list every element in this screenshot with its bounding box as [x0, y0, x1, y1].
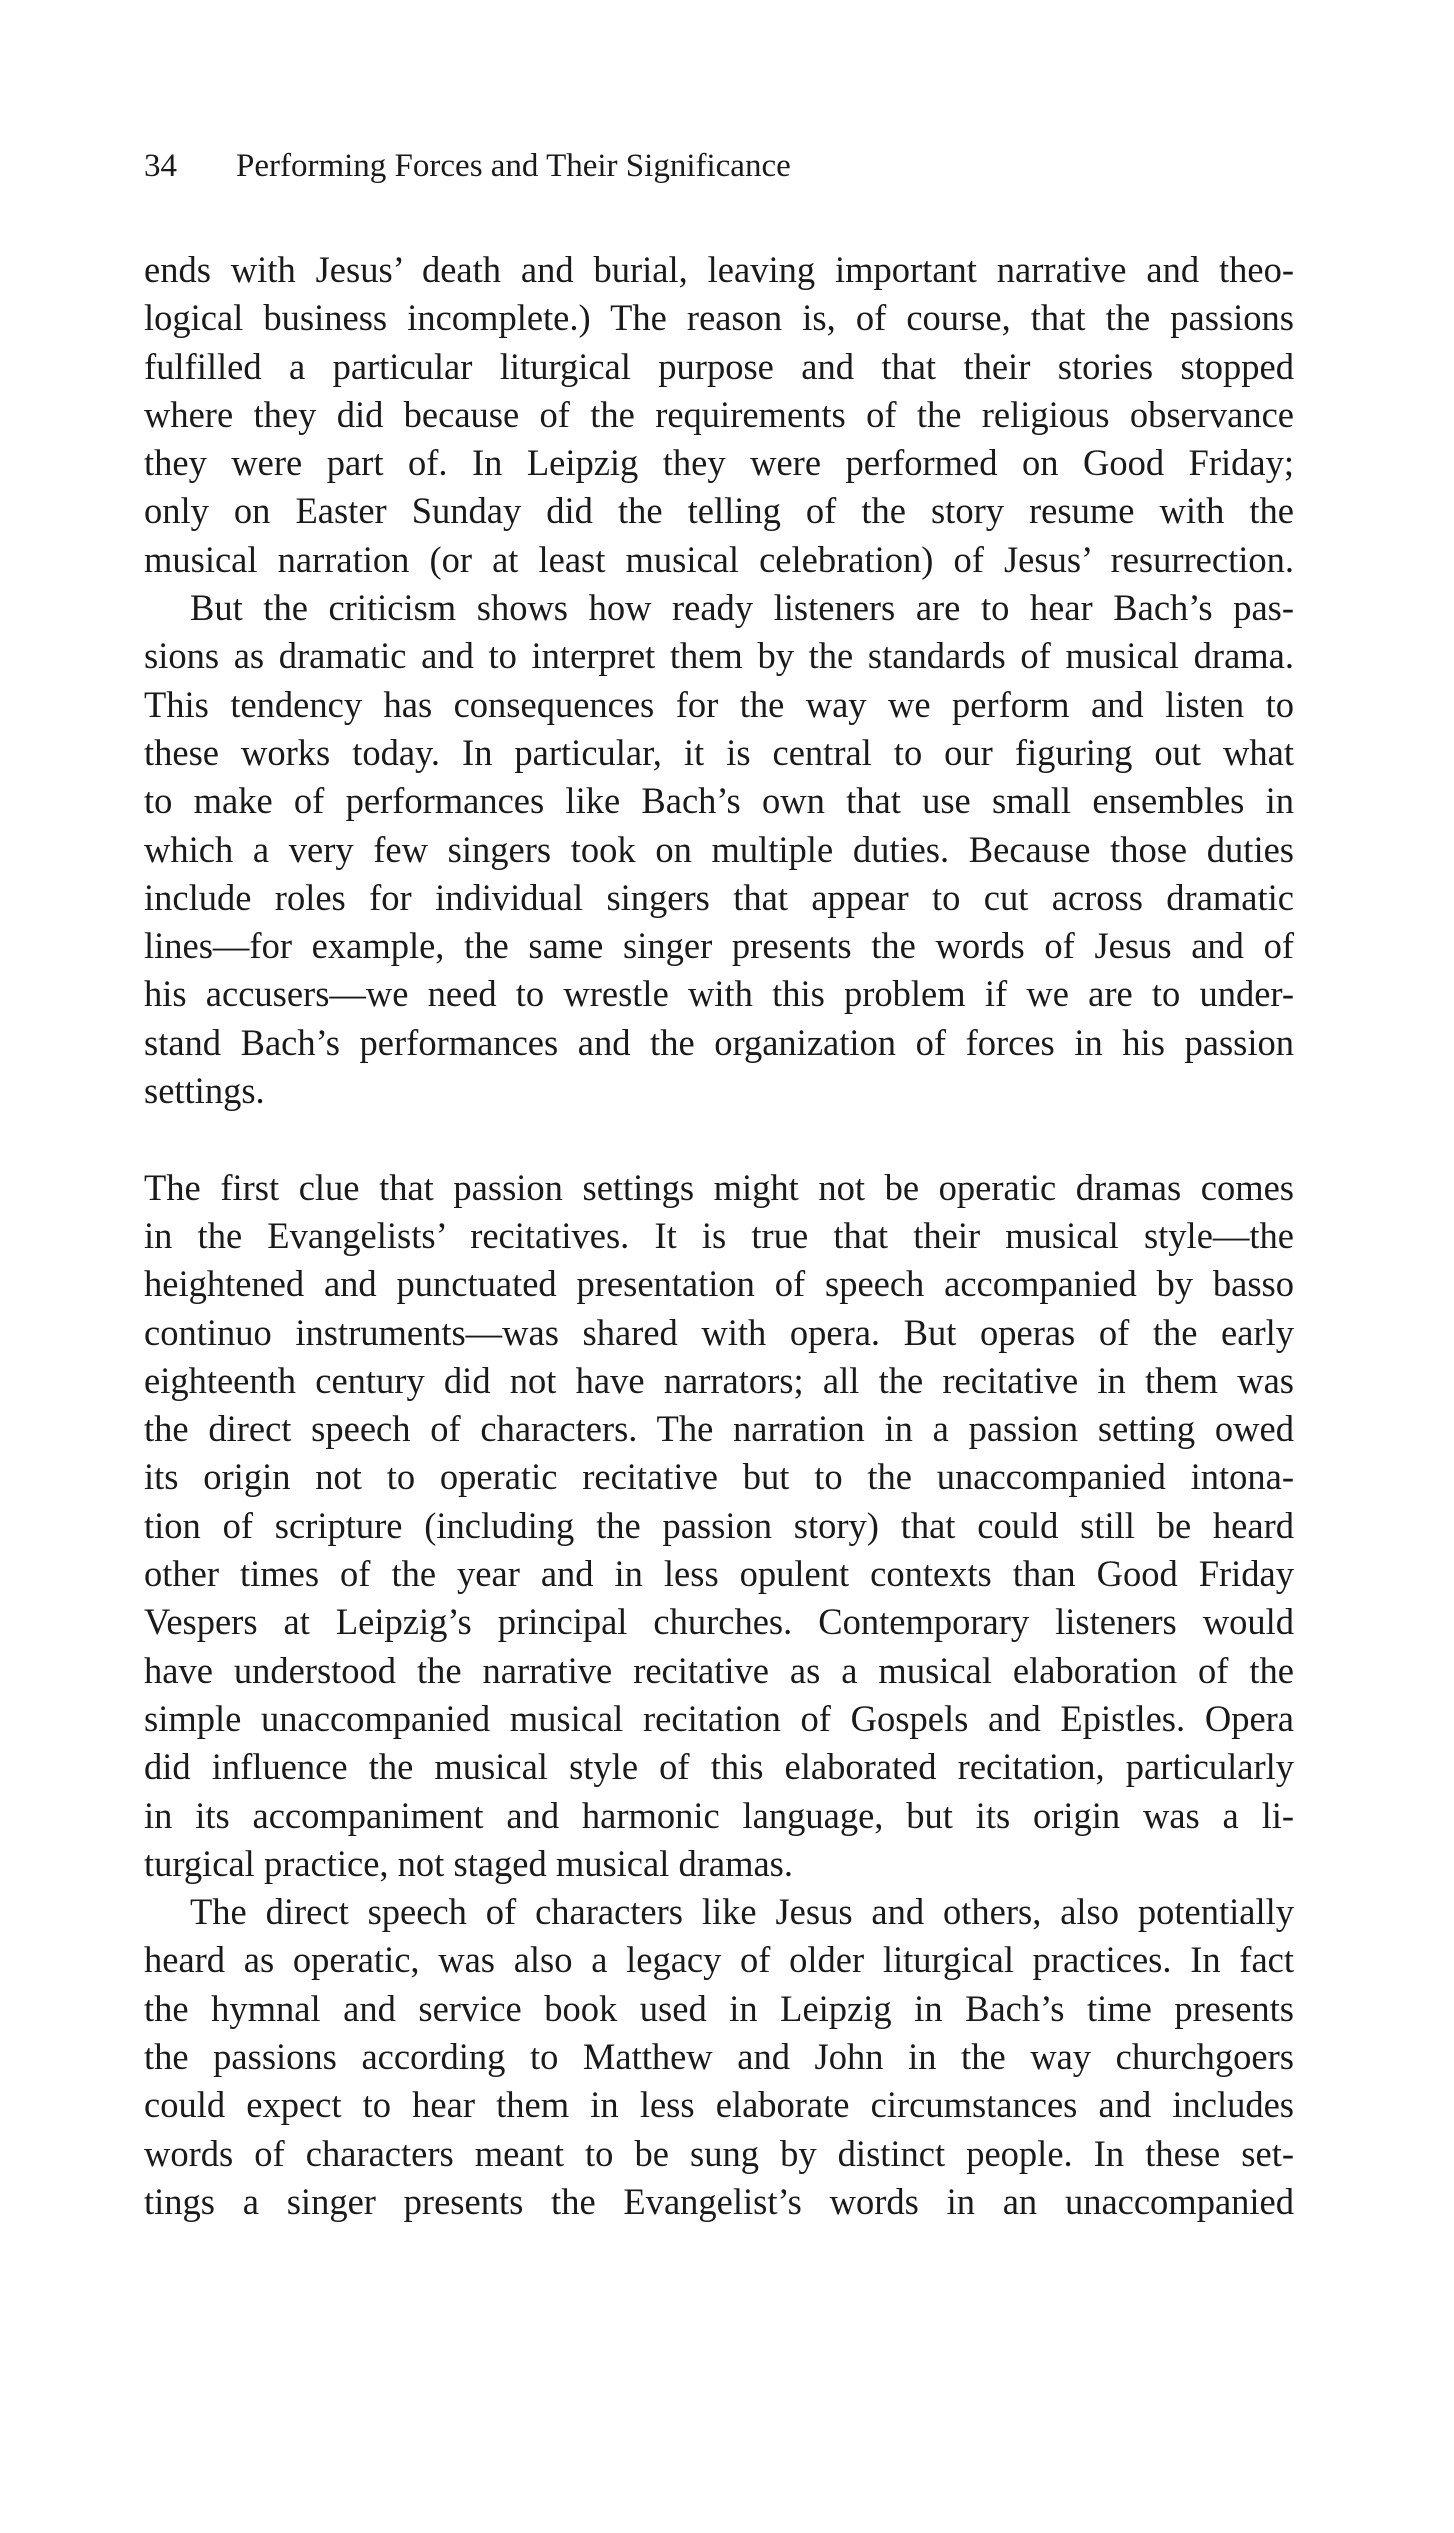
text-line: his accusers—we need to wrestle with this problem if we are to under- [144, 973, 1294, 1015]
text-line: could expect to hear them in less elaborate circumstances and includes [144, 2084, 1294, 2126]
text-line: which a very few singers took on multiple duties. Because those duties [144, 828, 1294, 870]
paragraph [144, 1888, 1294, 2226]
page-number: 34 [144, 148, 177, 184]
text-line: continuo instruments—was shared with opera. But operas of the early [144, 1311, 1294, 1353]
text-line: its origin not to operatic recitative but to the unaccompanied intona- [144, 1456, 1294, 1498]
paragraph [144, 584, 1294, 1115]
text-line: the direct speech of characters. The narration in a passion setting owed [144, 1408, 1294, 1450]
text-line: where they did because of the requirements of the religious observance [144, 393, 1294, 435]
text-line: heightened and punctuated presentation of speech accompanied by basso [144, 1263, 1294, 1305]
text-line: turgical practice, not staged musical dramas. [144, 1842, 793, 1884]
text-line: The direct speech of characters like Jesus and others, also potentially [190, 1891, 1294, 1933]
running-head [144, 146, 1294, 186]
text-line: The first clue that passion settings might not be operatic dramas comes [144, 1166, 1294, 1208]
text-line: include roles for individual singers that appear to cut across dramatic [144, 876, 1294, 918]
text-line: stand Bach’s performances and the organization of forces in his passion [144, 1021, 1294, 1063]
text-line: heard as operatic, was also a legacy of older liturgical practices. In fact [144, 1939, 1294, 1981]
paragraph [144, 246, 1294, 584]
text-line: the passions according to Matthew and John in the way churchgoers [144, 2035, 1294, 2077]
body-text [144, 246, 1294, 2226]
text-line: fulfilled a particular liturgical purpose and that their stories stopped [144, 345, 1294, 387]
text-line: only on Easter Sunday did the telling of the story resume with the [144, 490, 1294, 532]
text-line: other times of the year and in less opulent contexts than Good Friday [144, 1553, 1294, 1595]
text-line: in its accompaniment and harmonic language, but its origin was a li- [144, 1794, 1294, 1836]
section-break [144, 1115, 1294, 1163]
text-line: these works today. In particular, it is central to our figuring out what [144, 731, 1294, 773]
text-line: have understood the narrative recitative as a musical elaboration of the [144, 1649, 1294, 1691]
text-line: logical business incomplete.) The reason is, of course, that the passions [144, 297, 1294, 339]
text-line: in the Evangelists’ recitatives. It is true that their musical style—the [144, 1214, 1294, 1256]
text-line: musical narration (or at least musical celebration) of Jesus’ resurrection. [144, 538, 1294, 580]
text-line: words of characters meant to be sung by distinct people. In these set- [144, 2132, 1294, 2174]
text-line: to make of performances like Bach’s own that use small ensembles in [144, 780, 1294, 822]
text-line: the hymnal and service book used in Leipzig in Bach’s time presents [144, 1987, 1294, 2029]
text-line: simple unaccompanied musical recitation of Gospels and Epistles. Opera [144, 1697, 1294, 1739]
paragraph [144, 1164, 1294, 1888]
text-line: sions as dramatic and to interpret them by the standards of musical drama. [144, 635, 1294, 677]
text-line: settings. [144, 1070, 265, 1112]
text-line: did influence the musical style of this elaborated recitation, particularly [144, 1746, 1294, 1788]
text-line: Vespers at Leipzig’s principal churches. Contemporary listeners would [144, 1601, 1294, 1643]
text-line: But the criticism shows how ready listeners are to hear Bach’s pas- [190, 587, 1294, 629]
text-line: they were part of. In Leipzig they were performed on Good Friday; [144, 442, 1294, 484]
text-line: ends with Jesus’ death and burial, leaving important narrative and theo- [144, 249, 1294, 290]
text-line: This tendency has consequences for the way we perform and listen to [144, 683, 1294, 725]
text-line: lines—for example, the same singer presents the words of Jesus and of [144, 925, 1294, 967]
text-line: tings a singer presents the Evangelist’s words in an unaccompanied [144, 2180, 1294, 2222]
text-line: eighteenth century did not have narrators; all the recitative in them was [144, 1359, 1294, 1401]
running-title: Performing Forces and Their Significance [236, 148, 791, 184]
text-line: tion of scripture (including the passion story) that could still be heard [144, 1504, 1294, 1546]
